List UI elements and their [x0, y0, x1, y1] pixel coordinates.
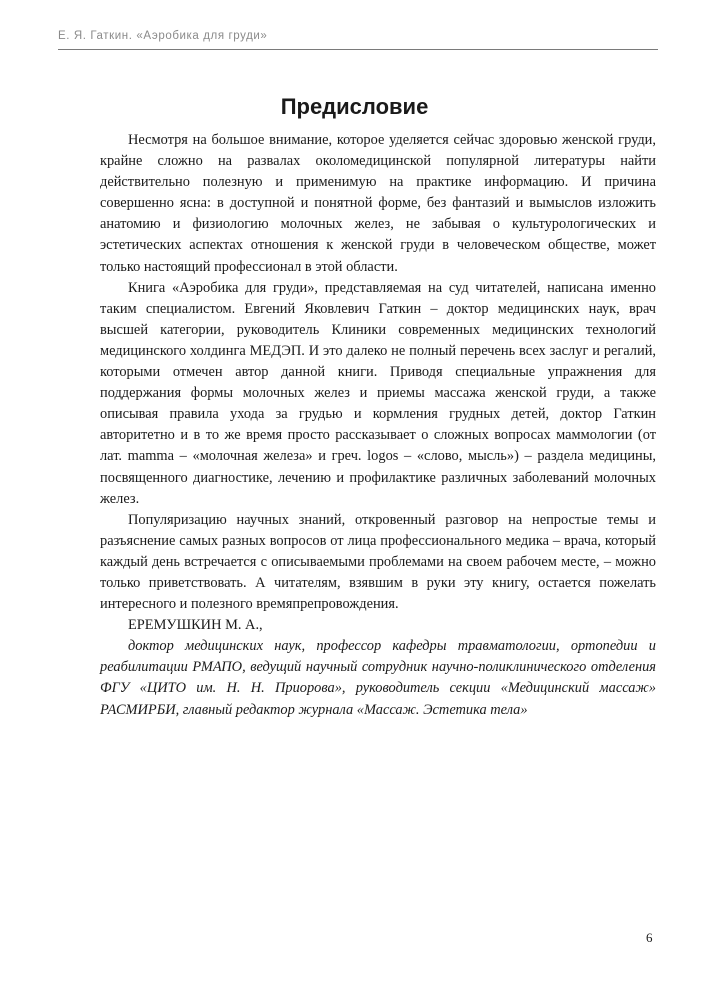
running-header: Е. Я. Гаткин. «Аэробика для груди» [58, 30, 268, 42]
paragraph-2: Книга «Аэробика для груди», представляемая на суд читателей, написана именно таким специалистом. Евгений Яковлевич Гаткин – доктор медицинских наук, врач высшей категории, руководитель Клиники современных медицинских технологий медицинского холдинга МЕДЭП. И это далеко не полный перечень всех заслуг и регалий, которыми отмечен автор данной книги. Приводя специальные упражнения для поддержания формы молочных желез и приемы массажа женской груди, а также описывая правила ухода за грудью и кормления грудных детей, доктор Гаткин авторитетно и в то же время просто рассказывает о сложных вопросах маммологии (от лат. mamma – «молочная железа» и греч. logos – «слово, мысль») – раздела медицины, посвященного диагностике, лечению и профилактике различных заболеваний молочных желез. [100, 279, 656, 507]
page-number: 6 [646, 930, 653, 945]
paragraph-1: Несмотря на большое внимание, которое уделяется сейчас здоровью женской груди, крайне сложно на развалах околомедицинской популярной литературы найти действительно полезную и применимую на практике информацию. И причина совершенно ясна: в доступной и понятной форме, без фантазий и вымыслов изложить анатомию и физиологию молочных желез, не забывая о культурологических и эстетических аспектах отношения к женской груди в человеческом обществе, может только настоящий профессионал в этой области. [100, 132, 656, 275]
signature-affiliation: доктор медицинских наук, профессор кафедры травматологии, ортопедии и реабилитации РМАПО, ведущий научный сотрудник научно-поликлинического отделения ФГУ «ЦИТО им. Н. Н. Приорова», руководитель секции «Медицинский массаж» РАСМИРБИ, главный редактор журнала «Массаж. Эстетика тела» [100, 638, 656, 718]
page-title: Предисловие [280, 94, 429, 119]
paragraph-3: Популяризацию научных знаний, откровенный разговор на непростые темы и разъяснение самых разных вопросов от лица профессионального медика – врача, который каждый день встречается с описываемыми проблемами на своем рабочем месте, – можно только приветствовать. А читателям, взявшим в руки эту книгу, остается пожелать интересного и полезного времяпрепровождения. [100, 511, 656, 613]
header-divider [58, 49, 658, 50]
signature-name: ЕРЕМУШКИН М. А., [128, 617, 263, 634]
preface-body [100, 130, 656, 721]
